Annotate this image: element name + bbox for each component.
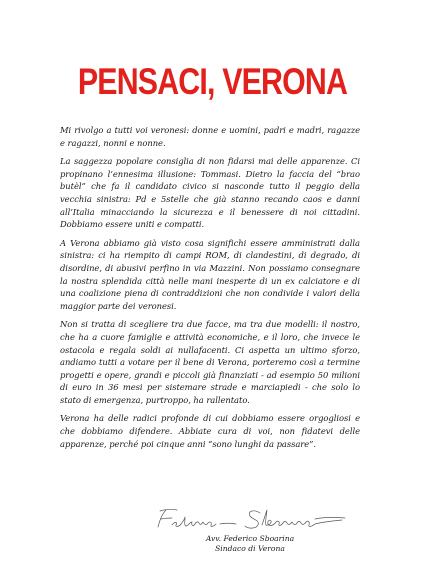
signature-block xyxy=(150,505,350,560)
paragraph-3: A Verona abbiamo già visto cosa significhi essere amministrati dalla sinistra: ci ha riempito di campi ROM, di clandestini, di degrado, di disordine, di abusivi perfino in via Mazzini. Non possiamo consegnare la nostra splendida città nelle mani inesperte di un ex calciatore e di una coalizione piena di contraddizioni che non condivide i valori della maggior parte dei veronesi. xyxy=(60,237,360,311)
signature-role: Sindaco di Verona xyxy=(215,544,285,553)
paragraph-4: Non si tratta di scegliere tra due facce, ma tra due modelli: il nostro, che ha a cuore famiglie e attività economiche, e il loro, che invece le ostacola e regala soldi ai nullafacenti. Ci aspetta un ultimo sforzo, andiamo tutti a votare per il bene di Verona, porteremo così a termine progetti e opere, grandi e piccoli già finanziati - ad esempio 50 milioni di euro in 36 mesi per sistemare strade e marciapiedi - che solo lo stato di emergenza, purtroppo, ha rallentato. xyxy=(60,319,360,405)
headline: PENSACI, VERONA xyxy=(77,61,348,102)
paragraph-5: Verona ha delle radici profonde di cui dobbiamo essere orgogliosi e che dobbiamo difendere. Abbiate cura di voi, non fidatevi delle apparenze, perché poi cinque anni “sono lunghi da passare”. xyxy=(60,413,360,449)
paragraph-2: La saggezza popolare consiglia di non fidarsi mai delle apparenze. Ci propinano l’ennesima illusione: Tommasi. Dietro la faccia del “brao butèl” che fa il candidato civico si nasconde tutto il peggio della vecchia sinistra: Pd e 5stelle che già stanno recando caos e danni all’Italia minacciando la sicurezza e il benessere di noi cittadini. Dobbiamo essere uniti e compatti. xyxy=(60,156,360,230)
signature-name: Avv. Federico Sboarina xyxy=(205,534,295,543)
handwritten-signature xyxy=(150,505,350,535)
letter-body xyxy=(60,124,360,456)
paragraph-1: Mi rivolgo a tutti voi veronesi: donne e uomini, padri e madri, ragazze e ragazzi, nonni e nonne. xyxy=(60,125,360,148)
